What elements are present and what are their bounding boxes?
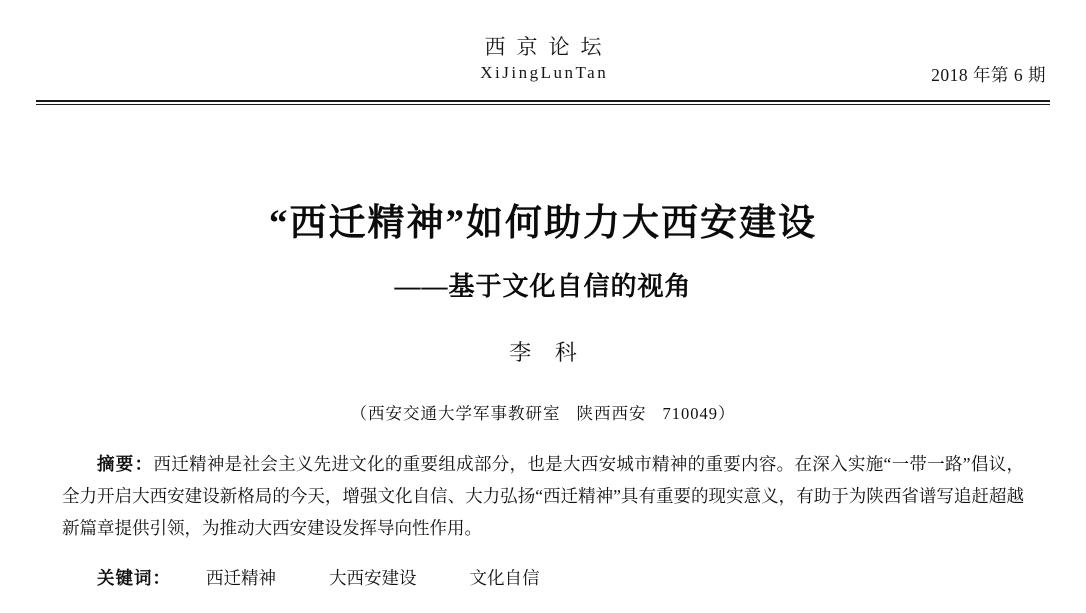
affiliation-institution: 西安交通大学军事教研室 [368, 403, 561, 423]
article-author: 李 科 [509, 339, 586, 365]
journal-title-block [0, 34, 1086, 83]
header-divider [36, 100, 1050, 105]
keyword-item: 文化自信 [469, 568, 540, 589]
issue-label: 2018 年第 6 期 [931, 65, 1046, 85]
abstract-text: 西迁精神是社会主义先进文化的重要组成部分，也是大西安城市精神的重要内容。在深入实施“一带一路”倡议，全力开启大西安建设新格局的今天，增强文化自信、大力弘扬“西迁精神”具有重要的现实意义，有助于为陕西省谱写追赶超越新篇章提供引领，为推动大西安建设发挥导向性作用。 [62, 453, 1025, 539]
keywords-label: 关键词： [97, 568, 171, 589]
affiliation-close-paren: ） [718, 403, 736, 423]
keyword-item: 大西安建设 [329, 568, 417, 589]
keywords-paragraph [62, 562, 1024, 594]
abstract-paragraph [62, 448, 1024, 545]
article-body [0, 202, 1086, 595]
affiliation-open-paren: （ [350, 403, 368, 423]
running-head [0, 0, 1086, 100]
article-title: “西迁精神”如何助力大西安建设 [269, 203, 817, 244]
keyword-item: 西迁精神 [206, 568, 276, 589]
author-affiliation [62, 400, 1024, 424]
journal-name-cn: 西京论坛 [484, 35, 613, 59]
abstract-label: 摘要： [97, 453, 154, 474]
affiliation-postcode: 710049 [662, 403, 718, 423]
affiliation-city: 陕西西安 [576, 403, 647, 423]
journal-name-en: XiJingLunTan [480, 63, 609, 83]
article-subtitle: ——基于文化自信的视角 [394, 272, 692, 302]
